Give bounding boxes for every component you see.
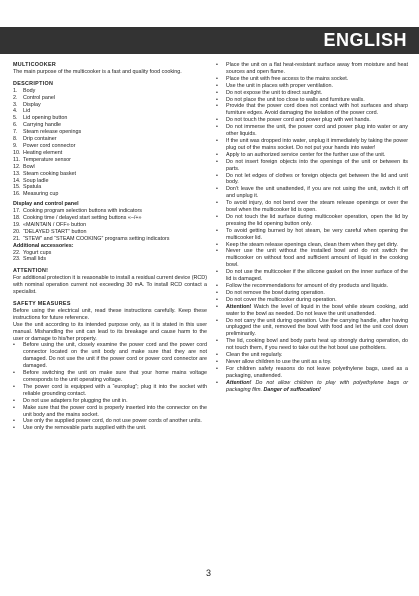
safety-bullet-text: Do not touch the power cord and power plug with wet hands. (226, 117, 371, 124)
description-item-text: Drip container (23, 136, 57, 143)
safety-bullet-text: Do not use the multicooker if the silicone gasket on the inner surface of the lid is damaged. (226, 269, 408, 283)
bullet-icon: • (13, 425, 15, 432)
safety-bullet-text: The power cord is equipped with a “europlug”; plug it into the socket with reliable grounding contact. (23, 383, 207, 397)
final-warning-bullet: • Attention! Do not allow children to play with polyethylene bags or packaging film. Danger of suffocation! (216, 379, 408, 393)
bullet-icon: • (216, 248, 218, 255)
bullet-icon: • (216, 227, 218, 234)
bullet-icon: • (216, 317, 218, 324)
safety-bullet-text: Before using the unit, closely examine the power cord and the power cord connector located on the unit body and make sure that they are not damaged. Do not use the unit if the power cord or power cord connector are damaged. (23, 342, 207, 370)
description-item-text: Lid opening button (23, 115, 68, 122)
safety-bullet (13, 425, 207, 432)
intro-text: The main purpose of the multicooker is a fast and quality food cooking. (13, 68, 182, 75)
description-item (13, 136, 207, 143)
safety-bullet-text: Use the unit in places with proper ventilation. (226, 82, 333, 89)
safety-bullet-text: Place the unit on a flat heat-resistant surface away from moisture and heat sources and open flame. (226, 62, 408, 75)
accessory-item-number: 22. (13, 249, 21, 256)
bullet-icon: • (13, 370, 15, 377)
safety-bullet (13, 405, 207, 419)
description-item-number: 9. (13, 142, 18, 149)
description-item-text: Power cord connector (23, 142, 76, 149)
right-bullet-list (216, 62, 408, 304)
bullet-icon: • (13, 342, 15, 349)
safety-bullet-text: Follow the recommendations for amount of dry products and liquids. (226, 283, 389, 289)
header-bar (0, 27, 419, 54)
attention-heading: ATTENTION! (13, 268, 49, 275)
safety-bullet (216, 297, 408, 304)
display-item (13, 229, 207, 236)
bullet-icon: • (13, 383, 15, 390)
safety-bullet-text: For children safety reasons do not leave polyethylene bags, used as a packaging, unattended. (226, 365, 408, 379)
safety-paragraph: Use the unit according to its intended purpose only, as it is stated in this user manual. Mishandling the unit can lead to its breakage and cause harm to the user or damage to his/her property. (13, 321, 207, 342)
bullet-icon: • (216, 269, 218, 276)
safety-bullet (13, 370, 207, 384)
description-item-text: Body (23, 87, 36, 94)
safety-bullet (216, 173, 408, 187)
safety-bullet-text: Do not carry the unit during operation. Use the carrying handle, after having unplugged the unit, removed the bowl with food and let the unit cool down preliminarily. (226, 317, 408, 338)
safety-bullet (216, 97, 408, 104)
bullet-icon: • (216, 338, 218, 345)
description-item-number: 15. (13, 184, 21, 191)
description-item-text: Soup ladle (23, 177, 49, 184)
attention-bullet: • Attention! Watch the level of liquid in the bowl while steam cooking, add water to the bowl as needed. Do not leave the unit unattended. (216, 303, 408, 317)
description-item-text: Bowl (23, 163, 35, 170)
bullet-icon: • (216, 82, 218, 89)
accessory-item-text: Yogurt cups (23, 249, 52, 256)
description-item-text: Display (23, 101, 41, 108)
safety-bullet (216, 290, 408, 297)
safety-bullet-text: Never use the unit without the installed bowl and do not switch the multicooker on without food and sufficient amount of liquid in the cooking bowl. (226, 248, 408, 269)
safety-bullet-text: Do not touch the lid surface during multicooker operation, open the lid by pressing the lid opening button only. (226, 213, 408, 227)
safety-bullet-text: Use only the supplied power cord, do not use power cords of another units. (23, 418, 202, 425)
description-item-number: 11. (13, 156, 21, 163)
safety-bullet (216, 338, 408, 352)
safety-bullet (216, 200, 408, 214)
safety-bullet (216, 90, 408, 97)
display-item (13, 236, 207, 243)
attention-bullet-label: Attention! (226, 303, 252, 310)
safety-bullet (216, 242, 408, 249)
bullet-icon: • (216, 213, 218, 220)
bullet-icon: • (216, 296, 218, 303)
display-list (13, 208, 207, 243)
safety-bullet (216, 186, 408, 200)
safety-bullet-text: Do not cover the multicooker during operation. (226, 296, 337, 303)
accessory-item-text: Small lids (23, 256, 47, 263)
bullet-icon: • (216, 241, 218, 248)
bullet-icon: • (216, 358, 218, 365)
safety-bullet (13, 418, 207, 425)
description-item-text: Steam cooking basket (23, 170, 77, 177)
bullet-icon: • (216, 137, 218, 144)
description-item (13, 150, 207, 157)
description-item (13, 122, 207, 129)
bullet-icon: • (216, 289, 218, 296)
safety-bullet-text: Do not insert foreign objects into the openings of the unit or between its parts. (226, 158, 408, 172)
final-bullet-danger: Danger of suffocation! (263, 386, 321, 393)
display-item-text: “DELAYED START” button (23, 228, 87, 235)
description-item-number: 1. (13, 87, 18, 94)
safety-bullet-text: Place the unit with free access to the mains socket. (226, 75, 349, 82)
safety-bullet (216, 138, 408, 152)
safety-bullet-text: Don’t leave the unit unattended, if you are not using the unit, switch it off and unplug it. (226, 186, 408, 200)
safety-bullet (216, 366, 408, 380)
page-number: 3 (206, 568, 212, 578)
description-item (13, 115, 207, 122)
description-item-text: Measuring cup (23, 191, 59, 198)
safety-bullet (216, 283, 408, 290)
description-item-number: 7. (13, 129, 18, 136)
attention-text: For additional protection it is reasonable to install a residual current device (RCD) with nominal operation current not exceeding 30 mA. To install RCD contact a specialist. (13, 275, 207, 296)
product-title: MULTICOOKER (13, 62, 57, 68)
attention-bullet-text: Watch the level of liquid in the bowl while steam cooking, add water to the bowl as needed. Do not leave the unit unattended. (226, 303, 408, 317)
description-item-number: 6. (13, 122, 18, 129)
bullet-icon: • (216, 89, 218, 96)
language-title: ENGLISH (323, 30, 407, 50)
bullet-icon: • (216, 75, 218, 82)
display-item-number: 17. (13, 208, 21, 215)
safety-bullet-text: Make sure that the power cord is properly inserted into the connector on the unit body and the mains socket. (23, 404, 207, 418)
safety-bullet (13, 342, 207, 370)
safety-bullet (216, 62, 408, 76)
safety-bullet (13, 384, 207, 398)
description-item-number: 16. (13, 191, 21, 198)
final-bullet-text: Do not allow children to play with polyethylene bags or packaging film. (226, 379, 408, 393)
safety-bullet-text: Do not place the unit too close to walls and furniture walls. (226, 96, 365, 103)
safety-bullet (216, 76, 408, 83)
bullet-icon: • (13, 418, 15, 425)
description-item-number: 12. (13, 163, 21, 170)
safety-bullet (216, 228, 408, 242)
accessory-item (13, 250, 207, 257)
description-heading: DESCRIPTION (13, 80, 54, 87)
description-item-number: 10. (13, 149, 21, 156)
description-item (13, 102, 207, 109)
bullet-icon: • (13, 404, 15, 411)
display-item-text: Cooking time / delayed start setting buttons «–/+» (23, 215, 142, 222)
safety-bullet-text: Do not expose the unit to direct sunlight. (226, 89, 323, 96)
display-item (13, 208, 207, 215)
bullet-icon: • (216, 365, 218, 372)
display-heading: Display and control panel (13, 201, 79, 208)
description-item-number: 3. (13, 101, 18, 108)
description-item (13, 157, 207, 164)
bullet-icon: • (216, 200, 218, 207)
safety-bullet-text: The lid, cooking bowl and body parts heat up strongly during operation, do not touch them, if you need to take out the hot bowl use potholders. (226, 338, 408, 352)
bullet-icon: • (216, 283, 218, 289)
safety-bullet-text: Do not use adapters for plugging the unit in. (23, 397, 128, 404)
description-item-number: 14. (13, 177, 21, 184)
safety-bullet-text: Keep the steam release openings clean, clean them when they get dirty. (226, 241, 398, 248)
safety-bullet-text: Provide that the power cord does not contact with hot surfaces and sharp furniture edges. Avoid damaging the isolation of the power cord. (226, 103, 408, 117)
safety-bullet (216, 103, 408, 117)
description-item-number: 8. (13, 136, 18, 143)
safety-bullet (13, 398, 207, 405)
bullet-icon: • (216, 96, 218, 103)
display-item-number: 19. (13, 221, 21, 228)
description-list (13, 88, 207, 199)
description-item (13, 143, 207, 150)
bullet-icon: • (216, 352, 218, 359)
description-item-text: Temperature sensor (23, 156, 71, 163)
safety-bullet-text: Apply to an authorized service center for the further use of the unit. (226, 151, 386, 158)
bullet-icon: • (216, 117, 218, 124)
description-item (13, 108, 207, 115)
safety-bullet-text: Before switching the unit on make sure that your home mains voltage corresponds to the unit operating voltage. (23, 370, 207, 383)
display-item-text: “STEW” and “STEAM COOKING” programs setting indicators (23, 235, 170, 242)
bullet-icon: • (216, 124, 218, 131)
description-item-number: 2. (13, 94, 18, 101)
description-item-text: Spatula (23, 184, 42, 191)
bullet-icon: • (13, 397, 15, 404)
description-item-text: Steam release openings (23, 129, 82, 136)
display-item-number: 21. (13, 235, 21, 242)
description-item-number: 5. (13, 115, 18, 122)
description-item-text: Carrying handle (23, 122, 62, 129)
safety-bullet (216, 124, 408, 138)
safety-bullet-text: Do not immerse the unit, the power cord and power plug into water or any other liquids. (226, 124, 408, 138)
description-item (13, 191, 207, 198)
safety-bullet (216, 214, 408, 228)
safety-bullet-text: Use only the removable parts supplied with the unit. (23, 425, 147, 432)
description-item-text: Heating element (23, 149, 63, 156)
safety-bullet-text: If the unit was dropped into water, unplug it immediately by taking the power plug out of the mains socket. Do not put your hands into water! (226, 137, 408, 151)
description-item (13, 129, 207, 136)
safety-intro: Before using the electrical unit, read these instructions carefully. Keep these instructions for future reference. (13, 307, 207, 321)
display-item-text: «MAINTAIN / OFF» button (23, 221, 87, 228)
description-item (13, 184, 207, 191)
display-item-number: 20. (13, 228, 21, 235)
final-bullet-label: Attention! (226, 379, 252, 386)
safety-bullet-text: Clean the unit regularly. (226, 352, 283, 359)
description-item-number: 4. (13, 108, 18, 115)
bullet-icon: • (216, 172, 218, 179)
safety-bullet (216, 248, 408, 269)
safety-bullet (216, 269, 408, 283)
right-column (216, 62, 408, 394)
description-item (13, 164, 207, 171)
safety-bullet (216, 117, 408, 124)
left-column (13, 62, 207, 432)
description-item (13, 178, 207, 185)
safety-bullet (216, 359, 408, 366)
safety-bullet (216, 352, 408, 359)
description-item (13, 88, 207, 95)
bullet-icon: • (216, 151, 218, 158)
description-item (13, 171, 207, 178)
safety-bullet-text: Never allow children to use the unit as a toy. (226, 358, 332, 365)
right-bullet-list-2 (216, 318, 408, 380)
safety-bullet (216, 318, 408, 339)
accessories-heading: Additional accessories: (13, 242, 74, 249)
safety-bullet-list (13, 342, 207, 432)
bullet-icon: • (216, 103, 218, 110)
bullet-icon: • (216, 62, 218, 68)
bullet-icon: • (216, 158, 218, 165)
description-item-text: Lid (23, 108, 31, 115)
description-item (13, 95, 207, 102)
safety-bullet-text: Do not remove the bowl during operation. (226, 289, 325, 296)
description-item-text: Control panel (23, 94, 56, 101)
safety-bullet (216, 152, 408, 159)
accessories-list (13, 250, 207, 264)
description-item-number: 13. (13, 170, 21, 177)
safety-bullet-text: Do not let edges of clothes or foreign objects get between the lid and unit body. (226, 172, 408, 186)
accessory-item (13, 256, 207, 263)
safety-bullet-text: To avoid getting burned by hot steam, be very careful when opening the multicooker lid. (226, 227, 408, 241)
safety-bullet (216, 83, 408, 90)
bullet-icon: • (216, 186, 218, 193)
safety-bullet (216, 159, 408, 173)
display-item (13, 215, 207, 222)
safety-heading: SAFETY MEASURES (13, 301, 71, 307)
display-item-text: Cooking program selection buttons with indicators (23, 208, 142, 215)
safety-bullet-text: To avoid injury, do not bend over the steam release openings or over the bowl when the multicooker lid is open. (226, 200, 408, 214)
display-item (13, 222, 207, 229)
display-item-number: 18. (13, 215, 21, 222)
accessory-item-number: 23. (13, 256, 21, 263)
